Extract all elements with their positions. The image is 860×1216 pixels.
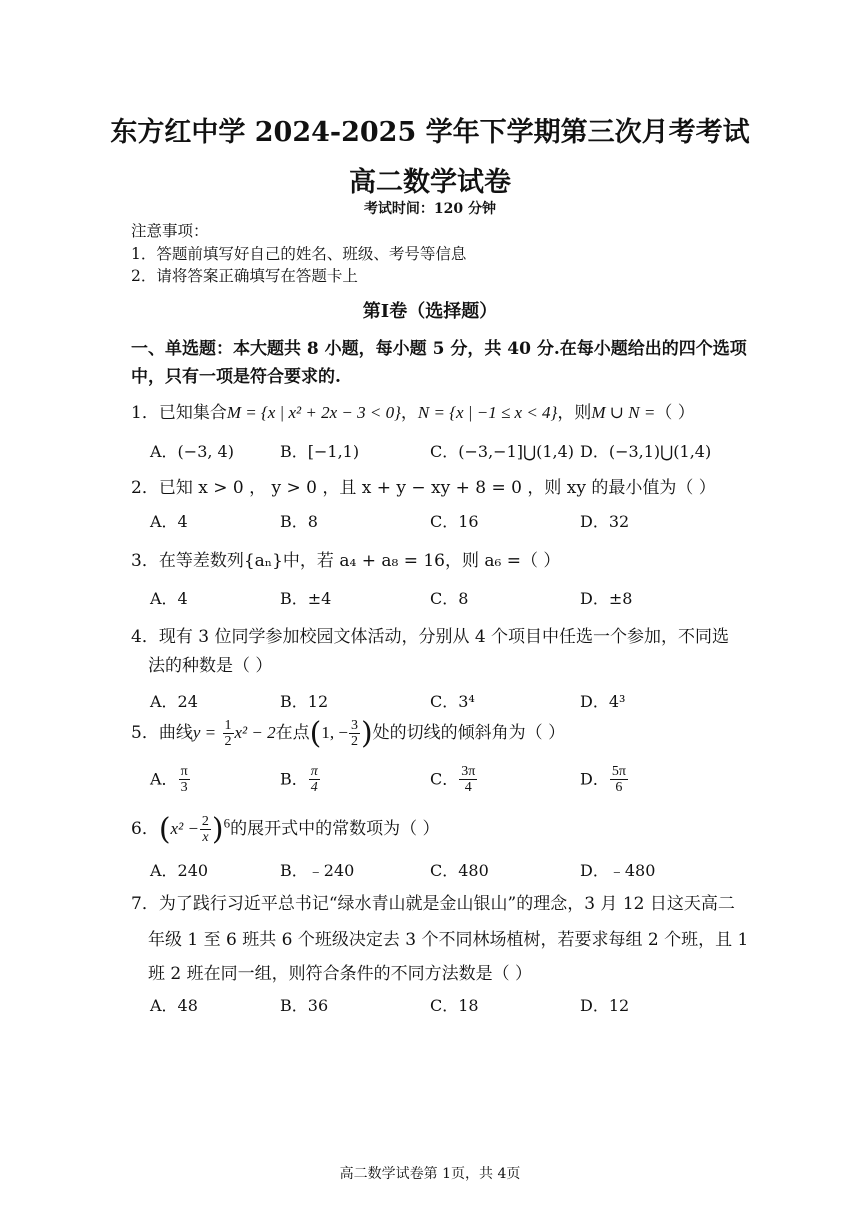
- note-item-1: 1．答题前填写好自己的姓名、班级、考号等信息: [131, 245, 467, 263]
- page-footer: 高二数学试卷第 1页，共 4页: [339, 1166, 521, 1182]
- question-2-stem: 2．已知 x > 0 ， y > 0 ，且 x + y − xy + 8 = 0 ，则 xy 的最小值为（ ）: [131, 478, 716, 498]
- question-4-stem-line-2: 法的种数是（ ）: [148, 656, 273, 676]
- question-3-option-b: B．±4: [280, 589, 332, 608]
- question-3-option-c: C．8: [430, 589, 469, 608]
- expr-fraction: $\frac{2}{x}$: [201, 813, 209, 845]
- question-3-option-a: A．4: [150, 589, 188, 608]
- question-3-stem: 3．在等差数列{aₙ}中，若 a₄ + a₈ = 16，则 a₆ =（ ）: [131, 551, 561, 571]
- part-intro-line-1: 一、单选题：本大题共 8 小题，每小题 5 分，共 40 分.在每小题给出的四个选项: [131, 339, 747, 359]
- question-1-option-b: B．[−1,1): [280, 442, 360, 461]
- question-1-stem: 1．已知集合M = {x | x² + 2x − 3 < 0}，N = {x | −1 ≤ x < 4}，则M ∪ N =（ ）: [131, 403, 695, 423]
- question-7-option-d: D．12: [580, 996, 630, 1015]
- question-6-option-d: D．﹣480: [580, 861, 656, 880]
- question-7-option-b: B．36: [280, 996, 329, 1015]
- question-4-option-a: A．24: [150, 692, 198, 711]
- notes-heading: 注意事项：: [131, 222, 209, 240]
- question-4-option-c: C．3⁴: [430, 692, 475, 711]
- question-2-option-b: B．8: [280, 512, 318, 531]
- question-2-option-c: C．16: [430, 512, 479, 531]
- question-2-option-d: D．32: [580, 512, 630, 531]
- section-title: 第Ⅰ卷（选择题）: [362, 301, 498, 322]
- question-5-option-a: A． $\frac{\pi}{3}$: [150, 764, 188, 795]
- question-1-option-a: A．(−3, 4): [150, 442, 234, 461]
- exam-subtitle: 高二数学试卷: [349, 167, 511, 198]
- point-fraction: $\frac{3}{2}$: [350, 717, 358, 749]
- half-fraction: $\frac{1}{2}$: [224, 717, 232, 749]
- exam-duration: 考试时间：120 分钟: [363, 201, 497, 217]
- question-7-stem-line-1: 7．为了践行习近平总书记“绿水青山就是金山银山”的理念，3 月 12 日这天高二: [131, 894, 735, 914]
- question-1-option-c: C．(−3,−1]⋃(1,4): [430, 442, 575, 461]
- question-7-option-c: C．18: [430, 996, 479, 1015]
- question-6-option-b: B．﹣240: [280, 861, 355, 880]
- question-1-option-d: D．(−3,1)⋃(1,4): [580, 442, 712, 461]
- exam-title: 东方红中学 2024-2025 学年下学期第三次月考考试: [110, 117, 750, 148]
- note-item-2: 2．请将答案正确填写在答题卡上: [131, 267, 358, 285]
- question-6-stem: 6．(x² − $\frac{2}{x}$ )$^6$的展开式中的常数项为（ ）: [131, 812, 440, 847]
- question-3-option-d: D．±8: [580, 589, 633, 608]
- question-5-stem: 5．曲线y = $\frac{1}{2}$ x² − 2在点(1, − $\frac{3}{2}$ )处的切线的倾斜角为（ ）: [131, 716, 566, 751]
- part-intro-line-2: 中，只有一项是符合要求的.: [131, 367, 341, 387]
- question-5-option-d: D． $\frac{5\pi}{6}$: [580, 764, 626, 795]
- question-4-option-d: D．4³: [580, 692, 626, 711]
- question-6-option-a: A．240: [150, 861, 209, 880]
- question-5-option-b: B． $\frac{\pi}{4}$: [280, 764, 318, 795]
- question-5-option-c: C． $\frac{3\pi}{4}$: [430, 764, 476, 795]
- question-2-option-a: A．4: [150, 512, 188, 531]
- question-7-option-a: A．48: [150, 996, 198, 1015]
- question-4-option-b: B．12: [280, 692, 329, 711]
- question-7-stem-line-3: 班 2 班在同一组，则符合条件的不同方法数是（ ）: [148, 964, 533, 984]
- question-6-option-c: C．480: [430, 861, 489, 880]
- question-7-stem-line-2: 年级 1 至 6 班共 6 个班级决定去 3 个不同林场植树，若要求每组 2 个班，且 1: [148, 930, 749, 950]
- question-4-stem-line-1: 4．现有 3 位同学参加校园文体活动，分别从 4 个项目中任选一个参加，不同选: [131, 627, 730, 647]
